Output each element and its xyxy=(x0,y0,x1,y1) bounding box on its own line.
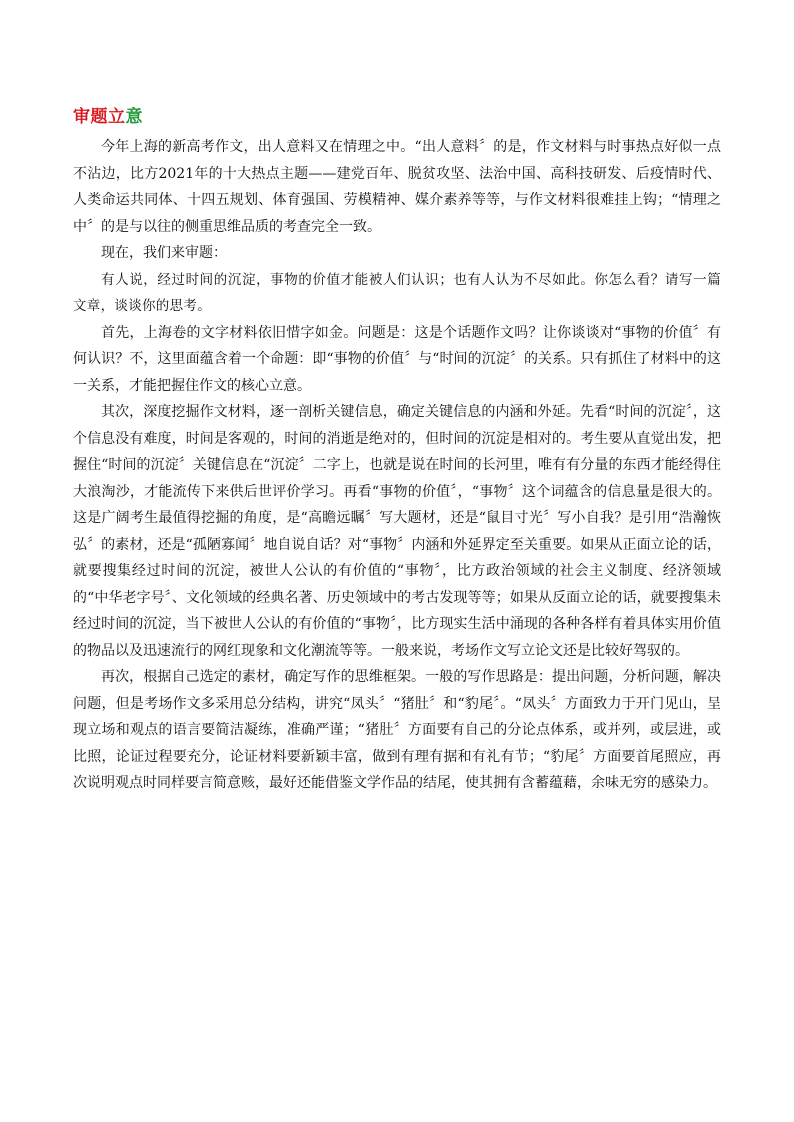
paragraph-intro: 今年上海的新高考作文，出人意料又在情理之中。“出人意料〞的是，作文材料与时事热点好似一点不沾边，比方2021年的十大热点主题——建党百年、脱贫攻坚、法治中国、高科技研发、后疫情时代、人类命运共同体、十四五规划、体育强国、劳模精神、媒介素养等等，与作文材料很难挂上钩；“情理之中〞的是与以往的侧重思维品质的考查完全一致。 xyxy=(73,139,721,235)
section-heading-red-part: 审题立 xyxy=(73,107,126,127)
section-heading-green-part: 意 xyxy=(125,107,143,127)
paragraph-second: 其次，深度挖掘作文材料，逐一剖析关键信息，确定关键信息的内涵和外延。先看“时间的沉淀〞，这个信息没有难度，时间是客观的，时间的消逝是绝对的，但时间的沉淀是相对的。考生要从直觉出发，把握住“时间的沉淀〞关键信息在“沉淀〞二字上，也就是说在时间的长河里，唯有有分量的东西才能经得住大浪淘沙，才能流传下来供后世评价学习。再看“事物的价值〞，“事物〞这个词蕴含的信息量是很大的。这是广阔考生最值得挖掘的角度，是“高瞻远瞩〞写大题材，还是“鼠目寸光〞写小自我？是引用“浩瀚恢弘〞的素材，还是“孤陋寡闻〞地自说自话？对“事物〞内涵和外延界定至关重要。如果从正面立论的话，就要搜集经过时间的沉淀，被世人公认的有价值的“事物〞，比方政治领域的社会主义制度、经济领域的“中华老字号〞、文化领域的经典名著、历史领域中的考古发现等等；如果从反面立论的话，就要搜集未经过时间的沉淀，当下被世人公认的有价值的“事物〞，比方现实生活中涌现的各种各样有着具体实用价值的物品以及迅速流行的网红现象和文化潮流等等。一般来说，考场作文写立论文还是比较好驾驭的。 xyxy=(73,404,721,659)
paragraph-lead-in: 现在，我们来审题： xyxy=(101,245,227,261)
section-heading xyxy=(73,104,721,130)
document-page xyxy=(73,104,721,797)
paragraph-third: 再次，根据自己选定的素材，确定写作的思维框架。一般的写作思路是：提出问题，分析问题，解决问题，但是考场作文多采用总分结构，讲究“凤头〞“猪肚〞和“豹尾〞。“凤头〞方面致力于开门见山，呈现立场和观点的语言要简洁凝练，准确严谨；“猪肚〞方面要有自己的分论点体系，或并列，或层进，或比照，论证过程要充分，论证材料要新颖丰富，做到有理有据和有礼有节；“豹尾〞方面要首尾照应，再次说明观点时同样要言简意赅，最好还能借鉴文学作品的结尾，使其拥有含蓄蕴藉，余味无穷的感染力。 xyxy=(73,669,721,791)
paragraph-first: 首先，上海卷的文字材料依旧惜字如金。问题是：这是个话题作文吗？让你谈谈对“事物的价值〞有何认识？不，这里面蕴含着一个命题：即“事物的价值〞与“时间的沉淀〞的关系。只有抓住了材料中的这一关系，才能把握住作文的核心立意。 xyxy=(73,324,721,394)
paragraph-essay-prompt: 有人说，经过时间的沉淀，事物的价值才能被人们认识；也有人认为不尽如此。你怎么看？请写一篇文章，谈谈你的思考。 xyxy=(73,271,721,314)
